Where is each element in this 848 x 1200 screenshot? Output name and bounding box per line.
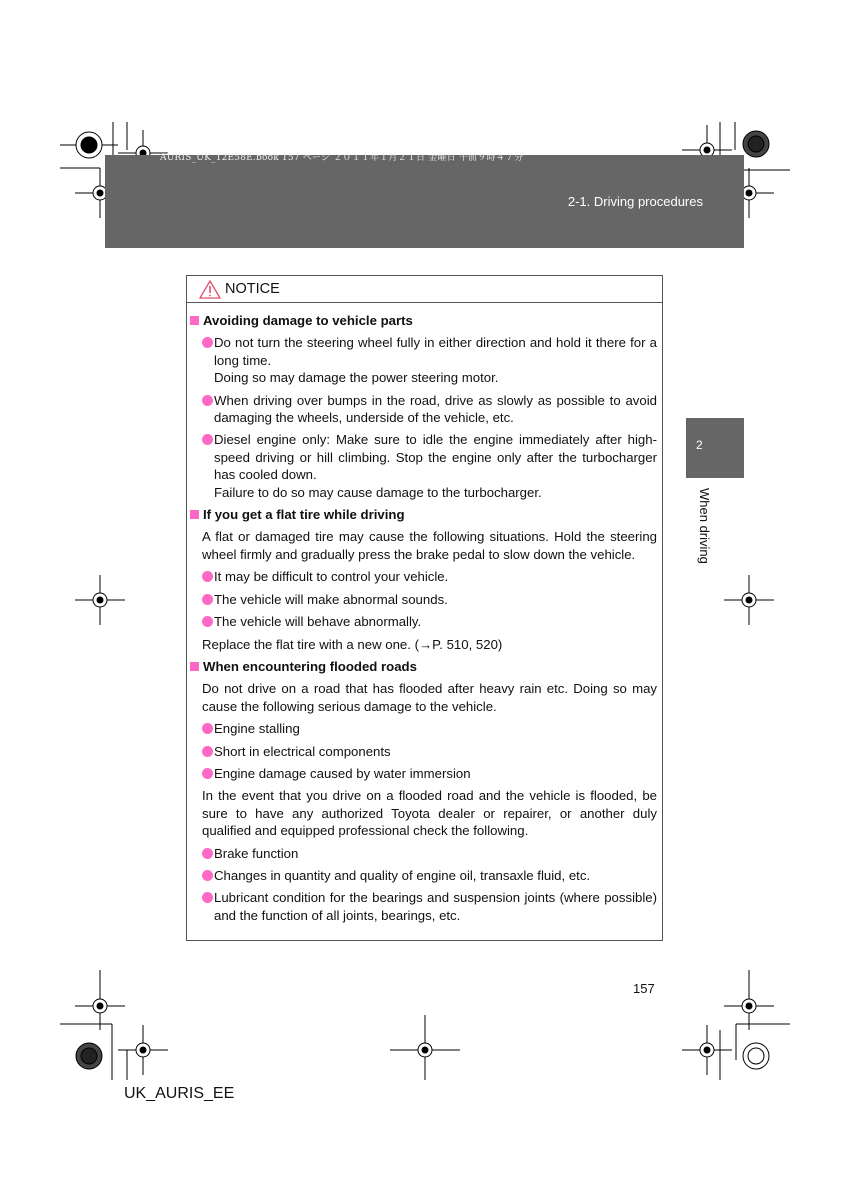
list-item: When driving over bumps in the road, drive as slowly as possible to avoid damaging the wheels, underside of the vehicle, etc.: [190, 392, 657, 427]
bullet-dot-icon: [202, 434, 213, 445]
paragraph: In the event that you drive on a flooded road and the vehicle is flooded, be sure to have any authorized Toyota dealer or repairer, or another duly qualified and equipped professional check the following.: [202, 788, 657, 839]
bullet-dot-icon: [202, 395, 213, 406]
bullet-dot-icon: [202, 337, 213, 348]
notice-body: [187, 303, 662, 924]
square-bullet-icon: [190, 316, 199, 325]
notice-box: [186, 275, 663, 941]
list-item: The vehicle will make abnormal sounds.: [190, 591, 657, 608]
warning-triangle-icon: [199, 280, 221, 299]
section-heading: If you get a flat tire while driving: [190, 506, 657, 523]
list-item: Short in electrical components: [190, 743, 657, 760]
bullet-dot-icon: [202, 571, 213, 582]
list-item: Diesel engine only: Make sure to idle the engine immediately after high-speed driving or hill climbing. Stop the engine only after the turbocharger has cooled down. Failure to do so may cause damage to the turbocharger.: [190, 431, 657, 501]
side-tab-label: When driving: [697, 488, 712, 564]
bullet-dot-icon: [202, 768, 213, 779]
bullet-dot-icon: [202, 892, 213, 903]
notice-title: NOTICE: [225, 281, 280, 297]
list-item: Changes in quantity and quality of engine oil, transaxle fluid, etc.: [190, 867, 657, 884]
bullet-dot-icon: [202, 848, 213, 859]
square-bullet-icon: [190, 662, 199, 671]
page-number: 157: [633, 981, 655, 996]
list-item: Brake function: [190, 845, 657, 862]
side-tab-number: 2: [696, 438, 703, 452]
list-item: Engine stalling: [190, 720, 657, 737]
footer-code: UK_AURIS_EE: [124, 1085, 235, 1102]
bullet-dot-icon: [202, 870, 213, 881]
section-title: 2-1. Driving procedures: [567, 194, 703, 209]
section-heading: Avoiding damage to vehicle parts: [190, 312, 657, 329]
notice-header: [187, 276, 662, 303]
paragraph: A flat or damaged tire may cause the following situations. Hold the steering wheel firmly and gradually press the brake pedal to slow down the vehicle.: [202, 529, 657, 562]
bullet-dot-icon: [202, 616, 213, 627]
list-item: Engine damage caused by water immersion: [190, 765, 657, 782]
paragraph: Do not drive on a road that has flooded after heavy rain etc. Doing so may cause the following serious damage to the vehicle.: [202, 681, 657, 714]
bullet-dot-icon: [202, 746, 213, 757]
list-item: It may be difficult to control your vehicle.: [190, 568, 657, 585]
paragraph: Replace the flat tire with a new one. (→P. 510, 520): [202, 636, 503, 652]
list-item: Lubricant condition for the bearings and suspension joints (where possible) and the function of all joints, bearings, etc.: [190, 889, 657, 924]
print-info-line: AURIS_UK_12E58E.book 157 ページ ２０１１年１月２１日 金曜日 午前９時４７分: [160, 153, 524, 163]
list-item: The vehicle will behave abnormally.: [190, 613, 657, 630]
list-item: Do not turn the steering wheel fully in either direction and hold it there for a long time. Doing so may damage the power steering motor.: [190, 334, 657, 386]
square-bullet-icon: [190, 510, 199, 519]
bullet-dot-icon: [202, 723, 213, 734]
section-heading: When encountering flooded roads: [190, 658, 657, 675]
side-tab: [686, 418, 744, 478]
bullet-dot-icon: [202, 594, 213, 605]
